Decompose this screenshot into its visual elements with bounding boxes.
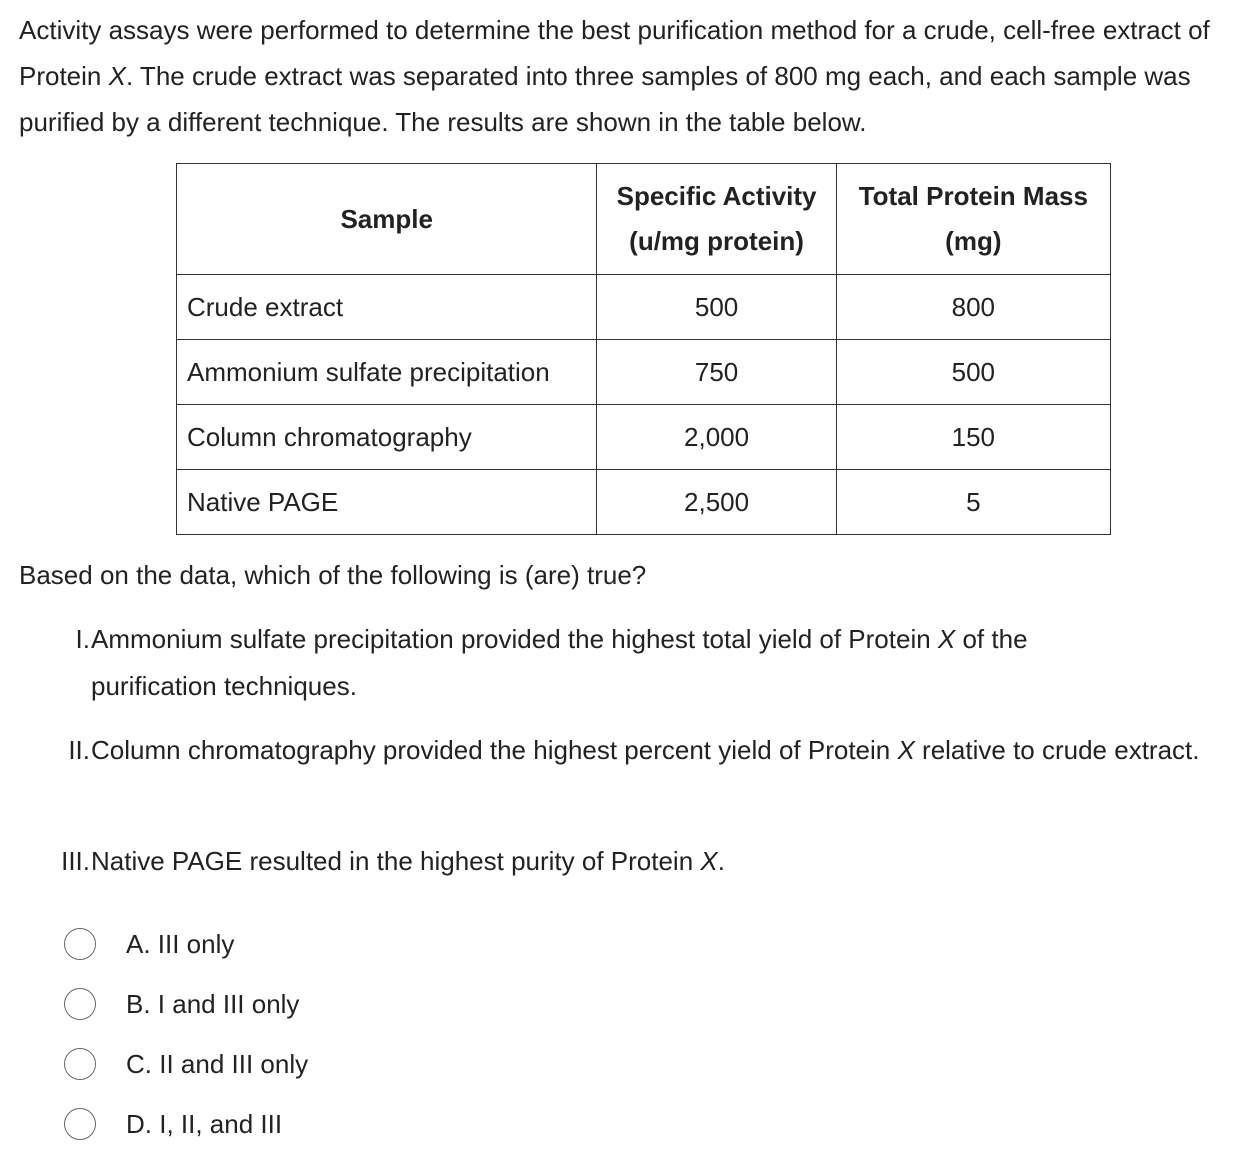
row-sample-name: Column chromatography xyxy=(177,405,597,470)
row-sample-name: Ammonium sulfate precipitation xyxy=(177,340,597,405)
answer-choice-c[interactable] xyxy=(64,1046,308,1082)
choice-label-d: D. I, II, and III xyxy=(126,1108,283,1139)
table-header-row xyxy=(177,164,1111,275)
radio-button-c[interactable] xyxy=(64,1048,96,1080)
choice-label-c: C. II and III only xyxy=(126,1048,309,1079)
choice-label-b: B. I and III only xyxy=(126,988,300,1019)
protein-x-italic: X xyxy=(897,735,915,765)
row-total-mass: 5 xyxy=(836,470,1110,535)
statement-2 xyxy=(50,727,1240,774)
statement-text xyxy=(91,727,1240,774)
radio-button-a[interactable] xyxy=(64,928,96,960)
header-specific-activity-line1: Specific Activity xyxy=(616,181,817,211)
table-row xyxy=(177,405,1111,470)
row-specific-activity: 750 xyxy=(597,340,836,405)
radio-button-d[interactable] xyxy=(64,1108,96,1140)
answer-choice-a[interactable] xyxy=(64,926,234,962)
statement-text xyxy=(91,616,1150,710)
table-row xyxy=(177,470,1111,535)
question-text: Based on the data, which of the following is (are) true? xyxy=(19,560,647,590)
header-specific-activity xyxy=(597,164,836,275)
row-total-mass: 500 xyxy=(836,340,1110,405)
radio-button-b[interactable] xyxy=(64,988,96,1020)
header-specific-activity-line2: (u/mg protein) xyxy=(629,226,804,256)
statement-text-pre: Ammonium sulfate precipitation provided the highest total yield of Protein xyxy=(91,624,938,654)
results-table xyxy=(176,163,1111,535)
statement-text-post: . xyxy=(717,846,725,876)
row-total-mass: 800 xyxy=(836,275,1110,340)
statement-number: II. xyxy=(68,735,90,765)
protein-x-italic: X xyxy=(108,61,126,91)
statement-text-post: of the purification techniques. xyxy=(91,624,1028,701)
row-specific-activity: 500 xyxy=(597,275,836,340)
intro-text-2: . The crude extract was separated into three samples of 800 mg each, and each sample was purified by a different technique. The results are shown in the table below. xyxy=(19,61,1191,137)
header-sample: Sample xyxy=(177,164,597,275)
answer-choice-b[interactable] xyxy=(64,986,299,1022)
statement-text-pre: Native PAGE resulted in the highest purity of Protein xyxy=(91,846,701,876)
statement-number: I. xyxy=(75,624,90,654)
intro-paragraph xyxy=(19,7,1234,145)
statement-3 xyxy=(50,838,1150,885)
header-total-protein-mass xyxy=(836,164,1110,275)
answer-choice-d[interactable] xyxy=(64,1106,282,1142)
statement-text-post: relative to crude extract. xyxy=(914,735,1200,765)
header-total-mass-line1: Total Protein Mass xyxy=(858,181,1088,211)
row-sample-name: Crude extract xyxy=(177,275,597,340)
table-row xyxy=(177,275,1111,340)
protein-x-italic: X xyxy=(937,624,956,654)
row-specific-activity: 2,000 xyxy=(597,405,836,470)
row-total-mass: 150 xyxy=(836,405,1110,470)
statement-number: III. xyxy=(61,846,90,876)
statement-text xyxy=(91,838,1150,885)
table-row xyxy=(177,340,1111,405)
row-specific-activity: 2,500 xyxy=(597,470,836,535)
protein-x-italic: X xyxy=(700,846,718,876)
statement-text-pre: Column chromatography provided the highest percent yield of Protein xyxy=(91,735,898,765)
statement-1 xyxy=(50,616,1150,710)
row-sample-name: Native PAGE xyxy=(177,470,597,535)
choice-label-a: A. III only xyxy=(126,928,235,959)
header-total-mass-line2: (mg) xyxy=(945,226,1002,256)
intro-text-1: Activity assays were performed to determine the best purification method for a crude, cell-free extract of Protein xyxy=(19,15,1210,91)
